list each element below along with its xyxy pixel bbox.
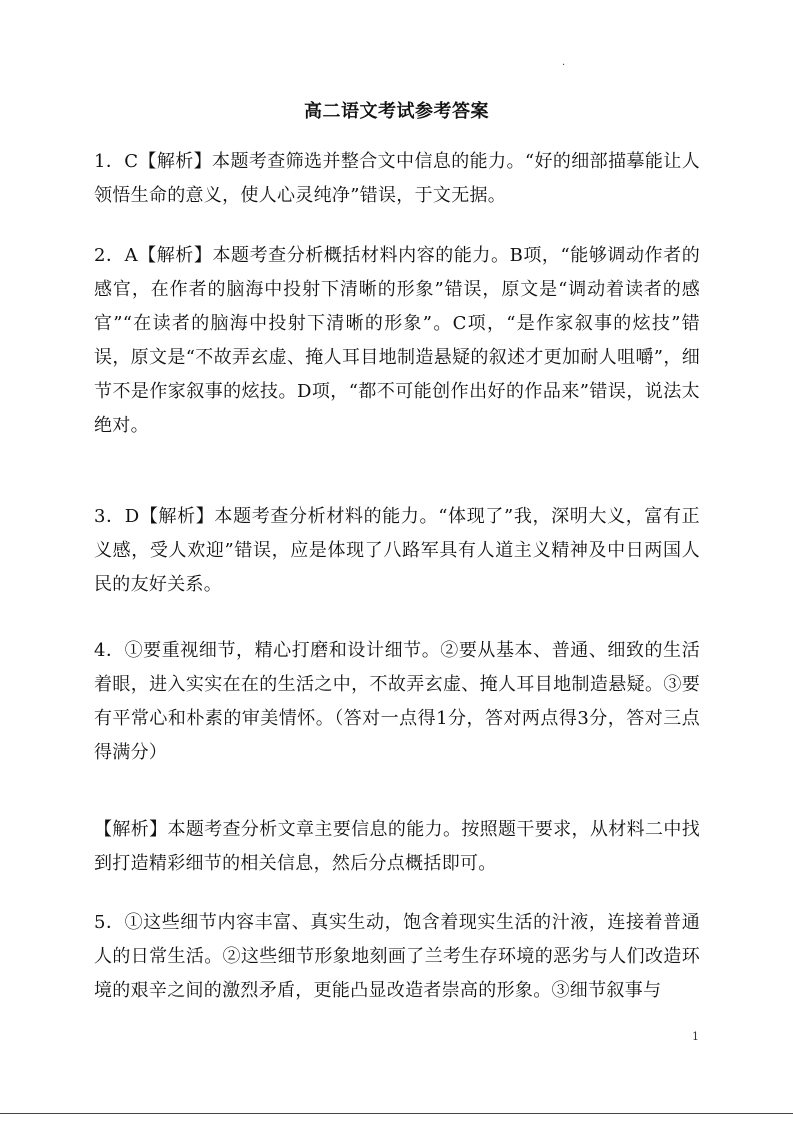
answer-paragraph-1: 1．C【解析】本题考查筛选并整合文中信息的能力。“好的细部描摹能让人领悟生命的意义，使人心灵纯净”错误，于文无据。 (94, 151, 700, 206)
page-number: 1 (692, 1030, 699, 1043)
bottom-divider (0, 1113, 793, 1114)
answer-paragraph-4: 4．①要重视细节，精心打磨和设计细节。②要从基本、普通、细致的生活着眼，进入实实在在的生活之中，不故弄玄虚、掩人耳目地制造悬疑。③要有平常心和朴素的审美情怀。（答对一点得1分，答对两点得3分，答对三点得满分） (94, 640, 700, 763)
answer-paragraph-3: 3．D【解析】本题考查分析材料的能力。“体现了”我，深明大义，富有正义感，受人欢迎”错误，应是体现了八路军具有人道主义精神及中日两国人民的友好关系。 (94, 506, 700, 595)
answer-analysis-4: 【解析】本题考查分析文章主要信息的能力。按照题干要求，从材料二中找到打造精彩细节的相关信息，然后分点概括即可。 (94, 819, 700, 874)
answer-paragraph-2: 2．A【解析】本题考查分析概括材料内容的能力。B项，“能够调动作者的感官，在作者的脑海中投射下清晰的形象”错误，原文是“调动着读者的感官”“在读者的脑海中投射下清晰的形象”。C项，“是作家叙事的炫技”错误，原文是“不故弄玄虚、掩人耳目地制造悬疑的叙述才更加耐人咀嚼”，细节不是作家叙事的炫技。D项，“都不可能创作出好的作品来”错误，说法太绝对。 (94, 245, 700, 436)
answer-paragraph-5: 5．①这些细节内容丰富、真实生动，饱含着现实生活的汁液，连接着普通人的日常生活。②这些细节形象地刻画了兰考生存环境的恶劣与人们改造环境的艰辛之间的激烈矛盾，更能凸显改造者崇高的形象。③细节叙事与 (94, 912, 700, 1001)
header-mark: . (562, 57, 566, 68)
page-title: 高二语文考试参考答案 (304, 101, 489, 122)
